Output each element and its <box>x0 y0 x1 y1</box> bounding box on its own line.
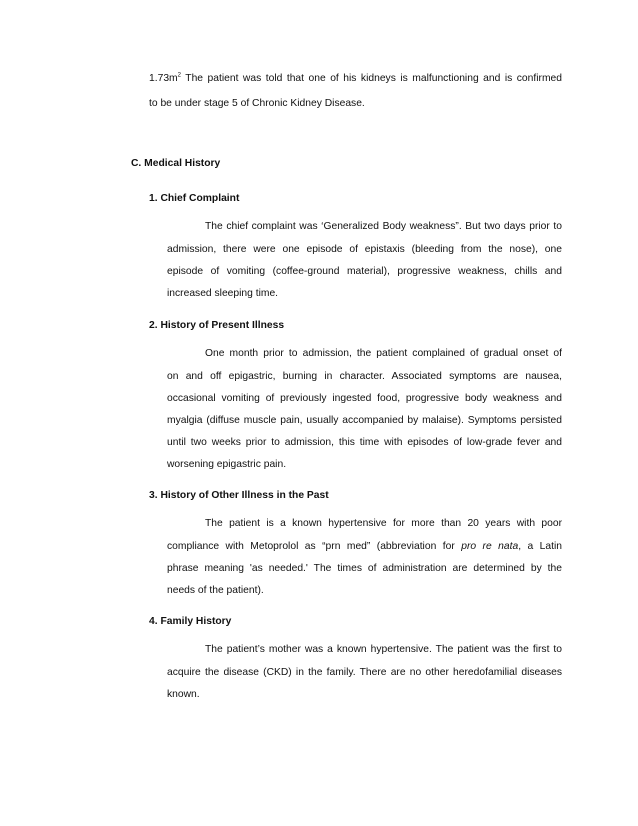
subheading-present-illness: 2. History of Present Illness <box>149 320 285 331</box>
chief-complaint-line-2: admission, there were one episode of epistaxis (bleeding from the nose), one <box>167 244 562 255</box>
intro-superscript: 2 <box>177 72 181 79</box>
present-illness-line-4: myalgia (diffuse muscle pain, usually accompanied by malaise). Symptoms persisted <box>167 415 562 426</box>
past-illness-line-2-text: compliance with Metoprolol as “prn med” (abbreviation for <box>167 541 462 552</box>
intro-line-1 <box>149 72 562 85</box>
intro-line-2: to be under stage 5 of Chronic Kidney Disease. <box>149 98 365 109</box>
subheading-family-history: 4. Family History <box>149 616 232 627</box>
present-illness-line-6: worsening epigastric pain. <box>167 459 287 470</box>
past-illness-line-3: phrase meaning 'as needed.' The times of administration are determined by the <box>167 563 562 574</box>
family-history-line-3: known. <box>167 689 200 700</box>
past-illness-line-2 <box>167 540 562 553</box>
present-illness-line-2: on and off epigastric, burning in character. Associated symptoms are nausea, <box>167 371 562 382</box>
subheading-past-illness: 3. History of Other Illness in the Past <box>149 490 329 501</box>
family-history-line-1: The patient’s mother was a known hypertensive. The patient was the first to <box>205 644 562 655</box>
family-history-line-2: acquire the disease (CKD) in the family. There are no other heredofamilial diseases <box>167 667 562 678</box>
present-illness-line-3: occasional vomiting of previously ingested food, progressive body weakness and <box>167 393 562 404</box>
intro-value: 1.73m <box>149 73 178 84</box>
past-illness-line-1: The patient is a known hypertensive for more than 20 years with poor <box>205 518 562 529</box>
present-illness-line-5: until two weeks prior to admission, this time with episodes of low-grade fever and <box>167 437 562 448</box>
latin-term: pro re nata <box>461 541 519 552</box>
past-illness-line-4: needs of the patient). <box>167 585 264 596</box>
section-heading-medical-history: C. Medical History <box>131 158 221 169</box>
intro-text: The patient was told that one of his kidneys is malfunctioning and is confirmed <box>180 73 562 84</box>
chief-complaint-line-4: increased sleeping time. <box>167 288 279 299</box>
past-illness-line-2-tail: , a Latin <box>518 541 562 552</box>
present-illness-line-1: One month prior to admission, the patient complained of gradual onset of <box>205 348 562 359</box>
subheading-chief-complaint: 1. Chief Complaint <box>149 193 240 204</box>
chief-complaint-line-3: episode of vomiting (coffee-ground material), progressive weakness, chills and <box>167 266 562 277</box>
chief-complaint-line-1: The chief complaint was ‘Generalized Body weakness”. But two days prior to <box>205 221 562 232</box>
